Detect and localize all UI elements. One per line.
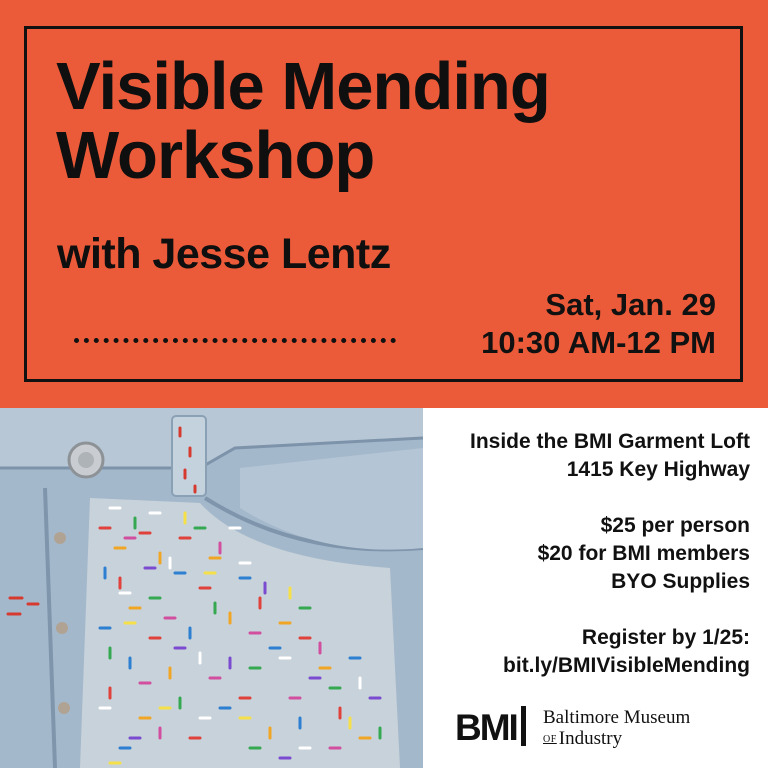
- price-members: $20 for BMI members: [537, 542, 750, 565]
- info-panel: [423, 408, 768, 768]
- bmi-logo-name-line1: Baltimore Museum: [543, 707, 691, 728]
- bmi-logo-of: OF: [543, 734, 557, 745]
- denim-photo-illustration: [0, 408, 423, 768]
- event-date: Sat, Jan. 29: [545, 287, 716, 322]
- price-block: [538, 512, 750, 596]
- event-title-line2: Workshop: [56, 118, 375, 193]
- register-block: [503, 624, 750, 680]
- bmi-logo: [455, 706, 755, 750]
- event-title: [56, 49, 550, 193]
- bmi-logo-mark: BMI: [455, 707, 517, 748]
- dotted-divider: [74, 338, 396, 343]
- bmi-logo-text: [543, 707, 690, 750]
- location-address: 1415 Key Highway: [566, 458, 750, 481]
- bmi-logo-industry: Industry: [558, 728, 623, 749]
- register-deadline: Register by 1/25:: [581, 626, 750, 649]
- supplies-note: BYO Supplies: [611, 570, 750, 593]
- location-block: [470, 428, 750, 484]
- register-link[interactable]: bit.ly/BMIVisibleMending: [503, 654, 750, 677]
- denim-photo: [0, 408, 423, 768]
- event-datetime: [481, 286, 716, 362]
- event-title-line1: Visible Mending: [56, 49, 550, 124]
- event-time: 10:30 AM-12 PM: [481, 325, 716, 360]
- location-venue: Inside the BMI Garment Loft: [469, 430, 750, 453]
- price-general: $25 per person: [600, 514, 750, 537]
- bmi-logo-bar: [521, 706, 526, 746]
- bmi-logo-name-line2: [543, 728, 690, 750]
- event-subtitle: with Jesse Lentz: [57, 230, 391, 278]
